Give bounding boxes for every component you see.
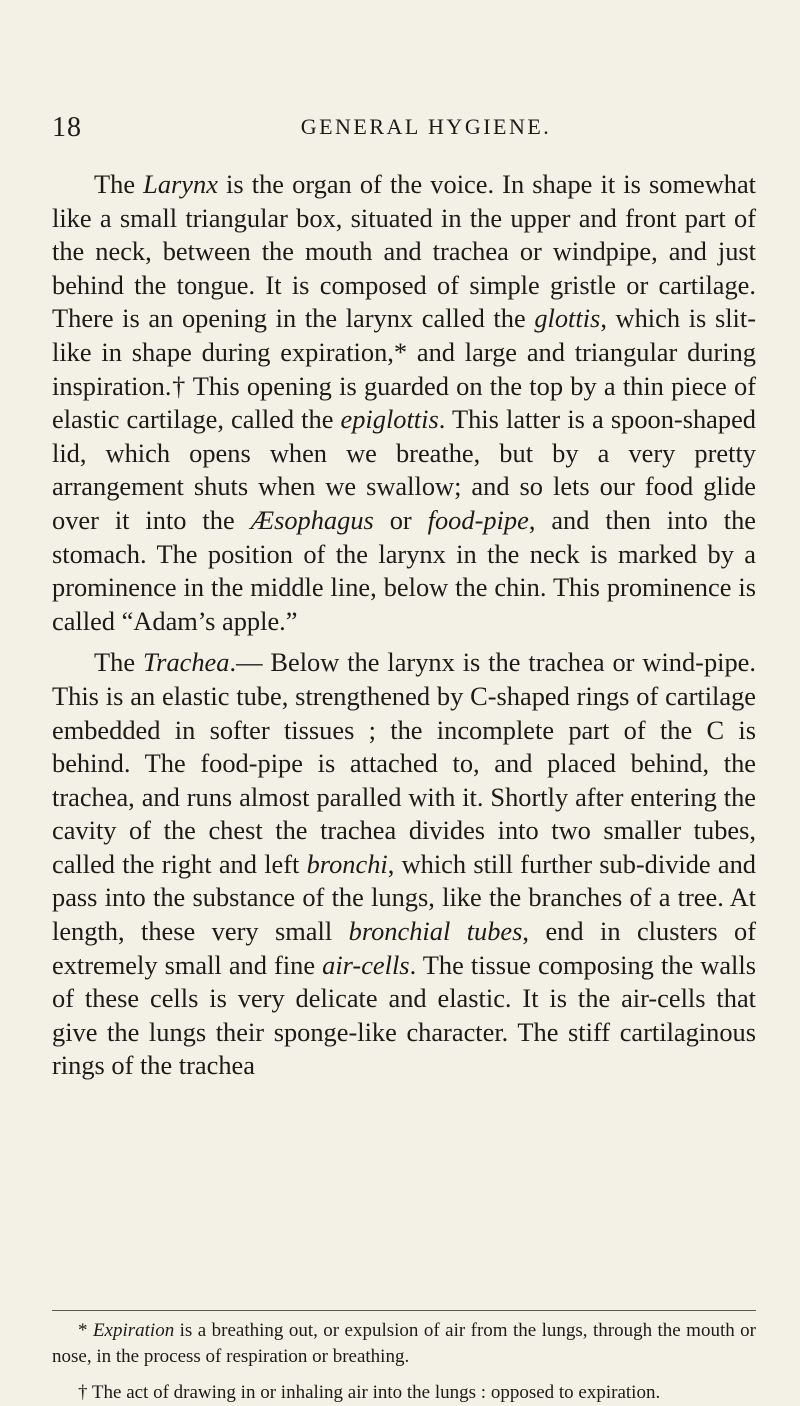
body-text — [52, 168, 756, 1083]
text-run: † The act of drawing in or inhaling air into the lungs : opposed to expiration. — [78, 1382, 661, 1403]
text-run: , and then into the stomach. The position of the larynx in the neck is marked by a prominence in the middle line, below the chin. This prominence is called “Adam’s apple.” — [52, 504, 756, 636]
text-run: .— Below the larynx is the trachea or wind-pipe. This is an elastic tube, strengthened by C-shaped rings of cartilage embedded in softer tissues ; the incomplete part of the C is behind. The food-pipe is attached to, and placed behind, the trachea, and runs almost paralled with it. Shortly after entering the cavity of the chest the trachea divides into two smaller tubes, called the right and left — [52, 647, 756, 879]
italic-term: glottis — [534, 303, 601, 334]
italic-term: Trachea — [142, 647, 230, 678]
page-header — [52, 112, 760, 152]
text-run: is the organ of the voice. In shape it is somewhat like a small triangular box, situated in the upper and front part of the neck, between the mouth and trachea or windpipe, and just behind the tongue. It is composed of simple gristle or cartilage. There is an opening in the larynx called the — [52, 169, 756, 334]
italic-term: Expiration — [92, 1320, 175, 1341]
paragraph-trachea — [52, 646, 756, 1083]
page-number: 18 — [52, 112, 82, 143]
text-run: The — [94, 169, 144, 199]
italic-term: bronchi — [306, 848, 388, 879]
text-run: . The tissue composing the walls of these cells is very delicate and elastic. It is the air-cells that give the lungs their sponge-like character. The stiff cartilaginous rings of the trachea — [52, 949, 756, 1081]
footnote-divider — [52, 1310, 756, 1311]
text-run: , which is slit-like in shape during expiration,* and large and triangular during inspiration.† This opening is guarded on the top by a thin piece of elastic cartilage, called the — [52, 303, 756, 435]
italic-term: bronchial tubes — [348, 916, 523, 947]
text-run: or — [373, 504, 428, 535]
text-run: The — [94, 647, 143, 678]
footnote-inspiration — [52, 1380, 756, 1406]
text-run: , which still further sub-divide and pass into the substance of the lungs, like the branches of a tree. At length, these very small — [52, 848, 756, 947]
paragraph-larynx — [52, 168, 756, 638]
italic-term: Larynx — [143, 169, 218, 199]
footnotes — [52, 1318, 756, 1406]
italic-term: air-cells — [322, 949, 410, 980]
running-title: GENERAL HYGIENE. — [300, 114, 552, 139]
text-run: is a breathing out, or expulsion of air from the lungs, through the mouth or nose, in the process of respiration or breathing. — [52, 1320, 757, 1367]
italic-term: food-pipe — [427, 504, 529, 535]
text-run: . This latter is a spoon-shaped lid, which opens when we breathe, but by a very pretty arrangement shuts when we swallow; and so lets our food glide over it into the — [52, 404, 756, 535]
text-run: * — [78, 1320, 93, 1341]
italic-term: Æsophagus — [250, 504, 374, 535]
text-run: , end in clusters of extremely small and fine — [52, 916, 757, 980]
italic-term: epiglottis — [340, 404, 439, 435]
footnote-expiration — [52, 1318, 756, 1370]
